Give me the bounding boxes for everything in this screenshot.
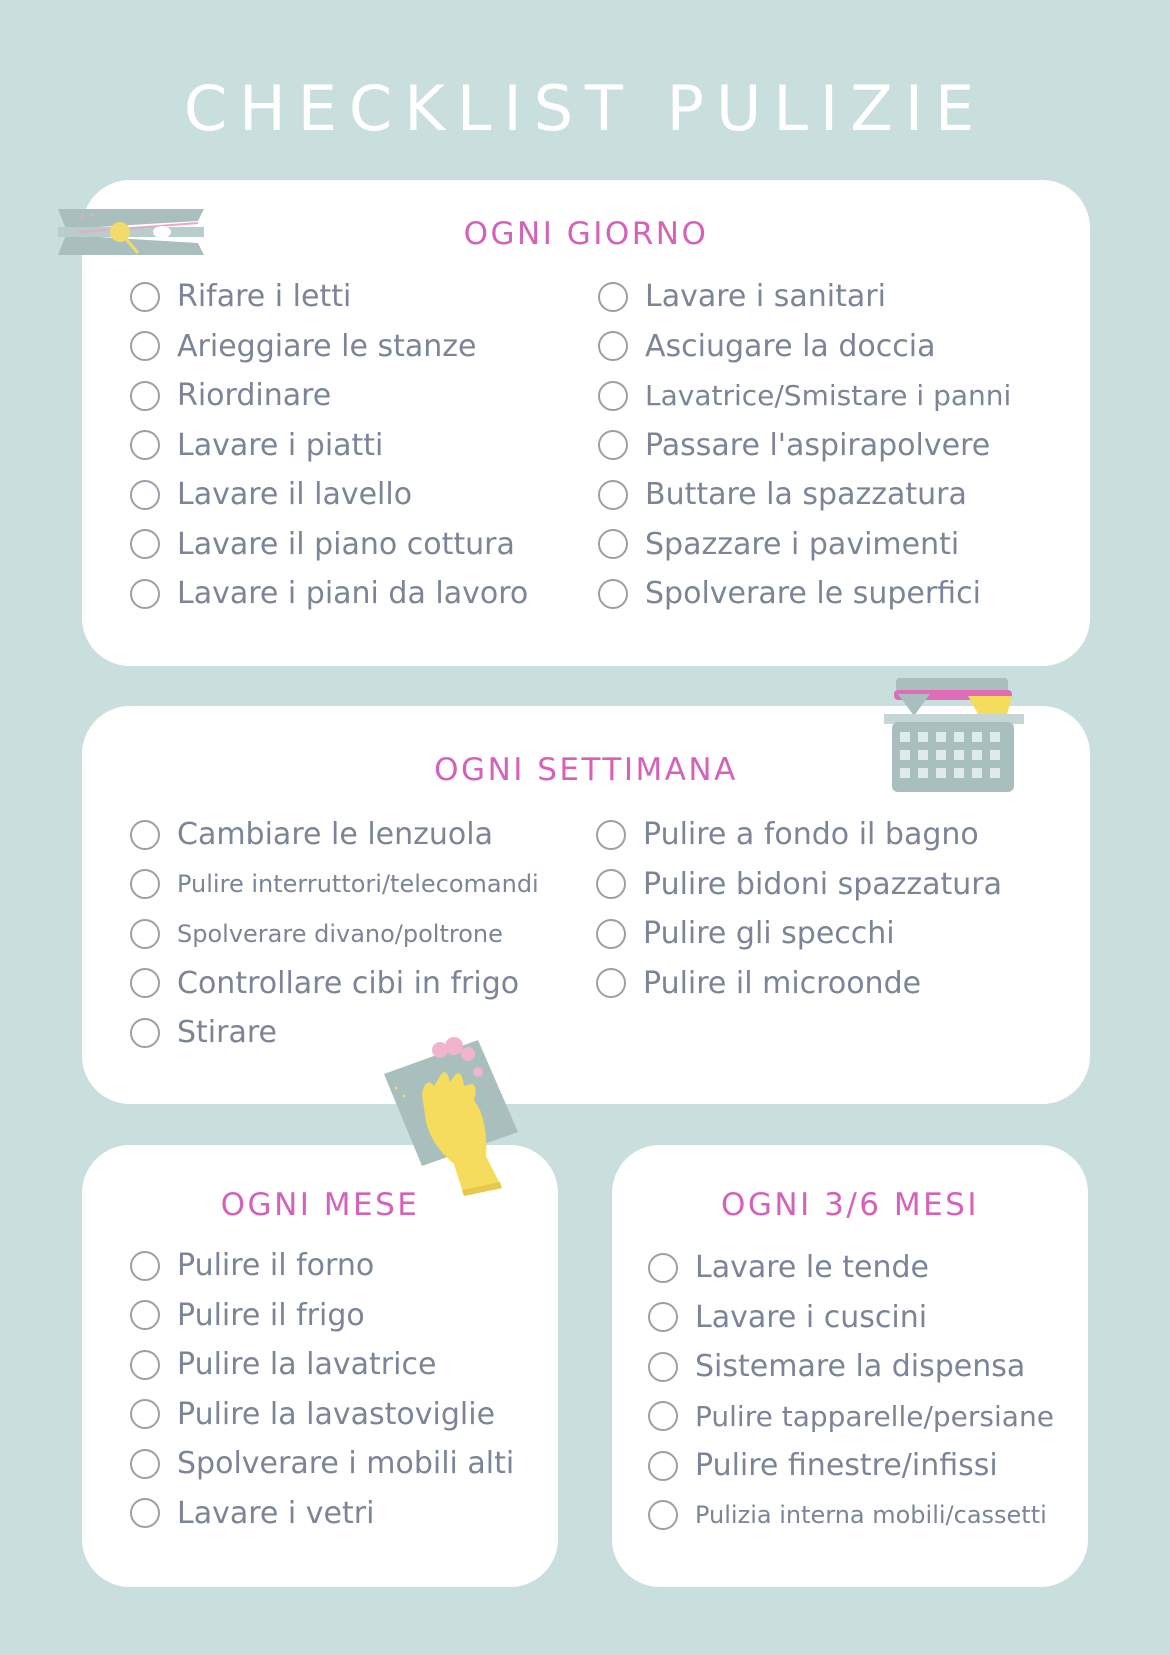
checkbox[interactable]: [596, 919, 626, 949]
checklist-item[interactable]: [598, 272, 1011, 322]
checkbox[interactable]: [130, 968, 160, 998]
checkbox[interactable]: [130, 579, 160, 609]
checklist-item[interactable]: [130, 1340, 514, 1390]
checkbox[interactable]: [130, 1399, 160, 1429]
checkbox[interactable]: [130, 1018, 160, 1048]
checklist-item[interactable]: [130, 569, 528, 619]
checkbox[interactable]: [130, 1449, 160, 1479]
checklist-item[interactable]: [598, 371, 1011, 421]
checklist-item[interactable]: [130, 1241, 514, 1291]
item-label: Pulire il frigo: [177, 1297, 365, 1333]
checkbox[interactable]: [130, 282, 160, 312]
weekly-heading: OGNI SETTIMANA: [434, 752, 738, 788]
checkbox[interactable]: [596, 869, 626, 899]
item-label: Lavare i sanitari: [645, 279, 886, 315]
item-label: Controllare cibi in frigo: [177, 965, 520, 1001]
checkbox[interactable]: [130, 869, 160, 899]
item-label: Lavare il piano cottura: [177, 526, 515, 562]
checkbox[interactable]: [648, 1302, 678, 1332]
item-label: Pulire a fondo il bagno: [643, 817, 979, 853]
item-label: Cambiare le lenzuola: [177, 817, 493, 853]
item-label: Pulizia interna mobili/cassetti: [695, 1501, 1047, 1530]
checkbox[interactable]: [598, 579, 628, 609]
item-label: Sistemare la dispensa: [695, 1349, 1026, 1385]
item-label: Lavare i piani da lavoro: [177, 576, 529, 612]
item-label: Pulire finestre/infissi: [695, 1448, 998, 1484]
checkbox[interactable]: [130, 820, 160, 850]
item-label: Buttare la spazzatura: [645, 477, 967, 513]
checkbox[interactable]: [648, 1451, 678, 1481]
checklist-item[interactable]: [598, 421, 1011, 471]
checkbox[interactable]: [130, 919, 160, 949]
checklist-item[interactable]: [596, 810, 1002, 860]
item-label: Passare l'aspirapolvere: [645, 427, 991, 463]
checklist-item[interactable]: [598, 569, 1011, 619]
checklist-item[interactable]: [130, 1439, 514, 1489]
checkbox[interactable]: [598, 331, 628, 361]
item-label: Pulire bidoni spazzatura: [643, 866, 1003, 902]
item-label: Pulire gli specchi: [643, 916, 895, 952]
item-label: Spolverare divano/poltrone: [177, 919, 503, 948]
checkbox[interactable]: [130, 381, 160, 411]
quarterly-card: [612, 1145, 1088, 1587]
checklist-item[interactable]: [130, 860, 539, 910]
checkbox[interactable]: [130, 1300, 160, 1330]
checklist-item[interactable]: [130, 272, 528, 322]
quarterly-list: [648, 1243, 1054, 1540]
checkbox[interactable]: [130, 480, 160, 510]
item-label: Pulire la lavastoviglie: [177, 1396, 496, 1432]
item-label: Rifare i letti: [177, 279, 352, 315]
item-label: Stirare: [177, 1015, 277, 1051]
daily-right-list: [598, 272, 1011, 619]
item-label: Arieggiare le stanze: [177, 328, 477, 364]
checkbox[interactable]: [648, 1253, 678, 1283]
checklist-item[interactable]: [598, 520, 1011, 570]
item-label: Spolverare i mobili alti: [177, 1446, 515, 1482]
weekly-right-list: [596, 810, 1002, 1008]
checklist-item[interactable]: [648, 1243, 1054, 1293]
checklist-item[interactable]: [130, 470, 528, 520]
checkbox[interactable]: [648, 1500, 678, 1530]
daily-left-list: [130, 272, 528, 619]
checklist-item[interactable]: [598, 470, 1011, 520]
checklist-item[interactable]: [648, 1491, 1054, 1541]
laundry-basket-icon: [884, 676, 1024, 792]
item-label: Pulire il forno: [177, 1248, 375, 1284]
checkbox[interactable]: [598, 430, 628, 460]
checkbox[interactable]: [648, 1352, 678, 1382]
checklist-item[interactable]: [130, 1291, 514, 1341]
checkbox[interactable]: [598, 282, 628, 312]
checklist-item[interactable]: [596, 959, 1002, 1009]
item-label: Pulire la lavatrice: [177, 1347, 437, 1383]
checklist-item[interactable]: [130, 520, 528, 570]
item-label: Pulire tapparelle/persiane: [695, 1399, 1054, 1433]
checklist-item[interactable]: [598, 322, 1011, 372]
item-label: Pulire interruttori/telecomandi: [177, 870, 539, 899]
checkbox[interactable]: [130, 1350, 160, 1380]
checklist-item[interactable]: [130, 909, 539, 959]
checklist-item[interactable]: [130, 810, 539, 860]
checklist-item[interactable]: [130, 959, 539, 1009]
page-title: CHECKLIST PULIZIE: [183, 72, 987, 145]
checklist-item[interactable]: [648, 1392, 1054, 1442]
item-label: Riordinare: [177, 378, 332, 414]
checklist-item[interactable]: [596, 909, 1002, 959]
checklist-item[interactable]: [130, 1390, 514, 1440]
checklist-item[interactable]: [648, 1293, 1054, 1343]
checklist-item[interactable]: [130, 421, 528, 471]
checkbox[interactable]: [130, 1251, 160, 1281]
checklist-item[interactable]: [648, 1342, 1054, 1392]
checklist-item[interactable]: [130, 322, 528, 372]
checkbox[interactable]: [598, 381, 628, 411]
monthly-heading: OGNI MESE: [220, 1187, 420, 1223]
checkbox[interactable]: [598, 529, 628, 559]
item-label: Spazzare i pavimenti: [645, 526, 960, 562]
checklist-item[interactable]: [648, 1441, 1054, 1491]
daily-card: [82, 180, 1090, 666]
checkbox[interactable]: [130, 1498, 160, 1528]
clothespin-icon: [58, 205, 204, 259]
item-label: Spolverare le superfici: [645, 576, 981, 612]
checkbox[interactable]: [598, 480, 628, 510]
checklist-item[interactable]: [130, 371, 528, 421]
checkbox[interactable]: [130, 331, 160, 361]
cleaning-glove-icon: [382, 1036, 520, 1196]
item-label: Lavare i piatti: [177, 427, 384, 463]
item-label: Lavare le tende: [695, 1250, 929, 1286]
item-label: Lavare il lavello: [177, 477, 413, 513]
item-label: Lavatrice/Smistare i panni: [645, 379, 1012, 413]
item-label: Asciugare la doccia: [645, 328, 936, 364]
weekly-left-list: [130, 810, 539, 1058]
checkbox[interactable]: [648, 1401, 678, 1431]
checkbox[interactable]: [130, 430, 160, 460]
item-label: Pulire il microonde: [643, 965, 922, 1001]
checklist-item[interactable]: [596, 860, 1002, 910]
checklist-item[interactable]: [130, 1489, 514, 1539]
item-label: Lavare i cuscini: [695, 1299, 928, 1335]
daily-heading: OGNI GIORNO: [463, 216, 709, 252]
monthly-list: [130, 1241, 514, 1538]
checkbox[interactable]: [596, 820, 626, 850]
monthly-card: [82, 1145, 558, 1587]
item-label: Lavare i vetri: [177, 1495, 375, 1531]
checkbox[interactable]: [596, 968, 626, 998]
checkbox[interactable]: [130, 529, 160, 559]
quarterly-heading: OGNI 3/6 MESI: [720, 1187, 979, 1223]
